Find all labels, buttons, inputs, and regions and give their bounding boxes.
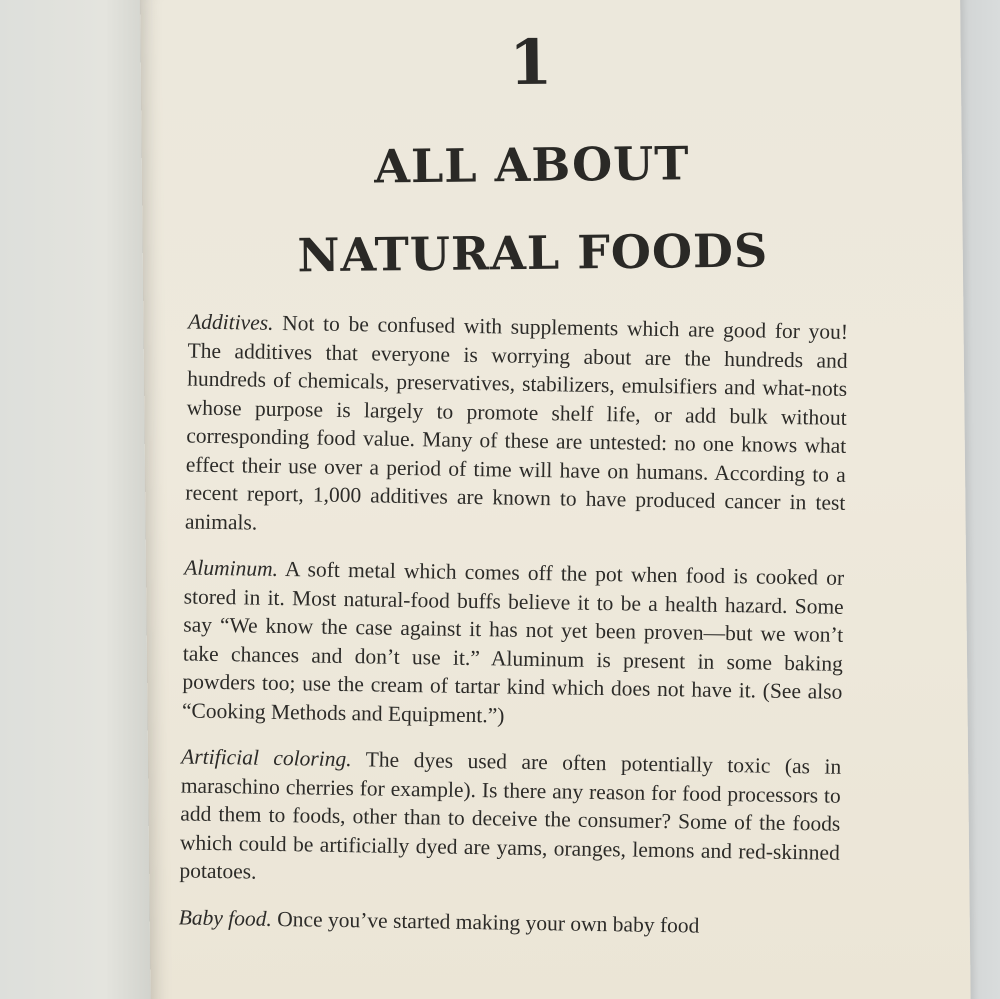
entry-text: Not to be confused with supplements which are good for you! The additives that everyone is worrying about are the hundreds and hundreds of chemicals, preservatives, stabilizers, emulsifiers and what-nots whose purpose is largely to promote shelf life, or add bulk without corresponding food value. Many of these are untested: no one knows what effect their use over a period of time will have on humans. According to a recent report, 1,000 additives are known to have produced cancer in test animals. [184, 310, 849, 535]
entry-term: Baby food. [178, 904, 273, 931]
left-page [0, 0, 150, 999]
entry-text: Once you’ve started making your own baby food [271, 906, 700, 938]
entry-text: A soft metal which comes off the pot when food is cooked or stored in it. Most natural-food buffs believe it to be a health hazard. Some say “We know the case against it has not yet been proven—but we won’t take chances and don’t use it.” Aluminum is present in some baking powders too; use the cream of tartar kind which does not have it. (See also “Cooking Methods and Equipment.”) [181, 556, 845, 728]
chapter-number: 1 [508, 25, 553, 100]
entry-term: Artificial coloring. [181, 744, 352, 772]
chapter-title [251, 118, 813, 300]
book-page [140, 0, 971, 999]
entry-term: Aluminum. [184, 555, 279, 581]
entry-baby-food [178, 903, 838, 947]
entries [178, 308, 848, 966]
entry-term: Additives. [187, 309, 274, 335]
entry-text: The dyes used are often potentially toxic (as in maraschino cherries for example). Is there any reason for food processors to add them to foods, other than to deceive the consumer? Some of the foods which could be artificially dyed are yams, oranges, lemons and red-skinned potatoes. [179, 747, 842, 884]
entry-artificial-coloring [179, 742, 841, 895]
chapter-title-line-1: ALL ABOUT [373, 136, 690, 194]
chapter-title-line-2: NATURAL FOODS [297, 223, 769, 283]
entry-aluminum [182, 553, 845, 734]
entry-additives [185, 308, 848, 546]
